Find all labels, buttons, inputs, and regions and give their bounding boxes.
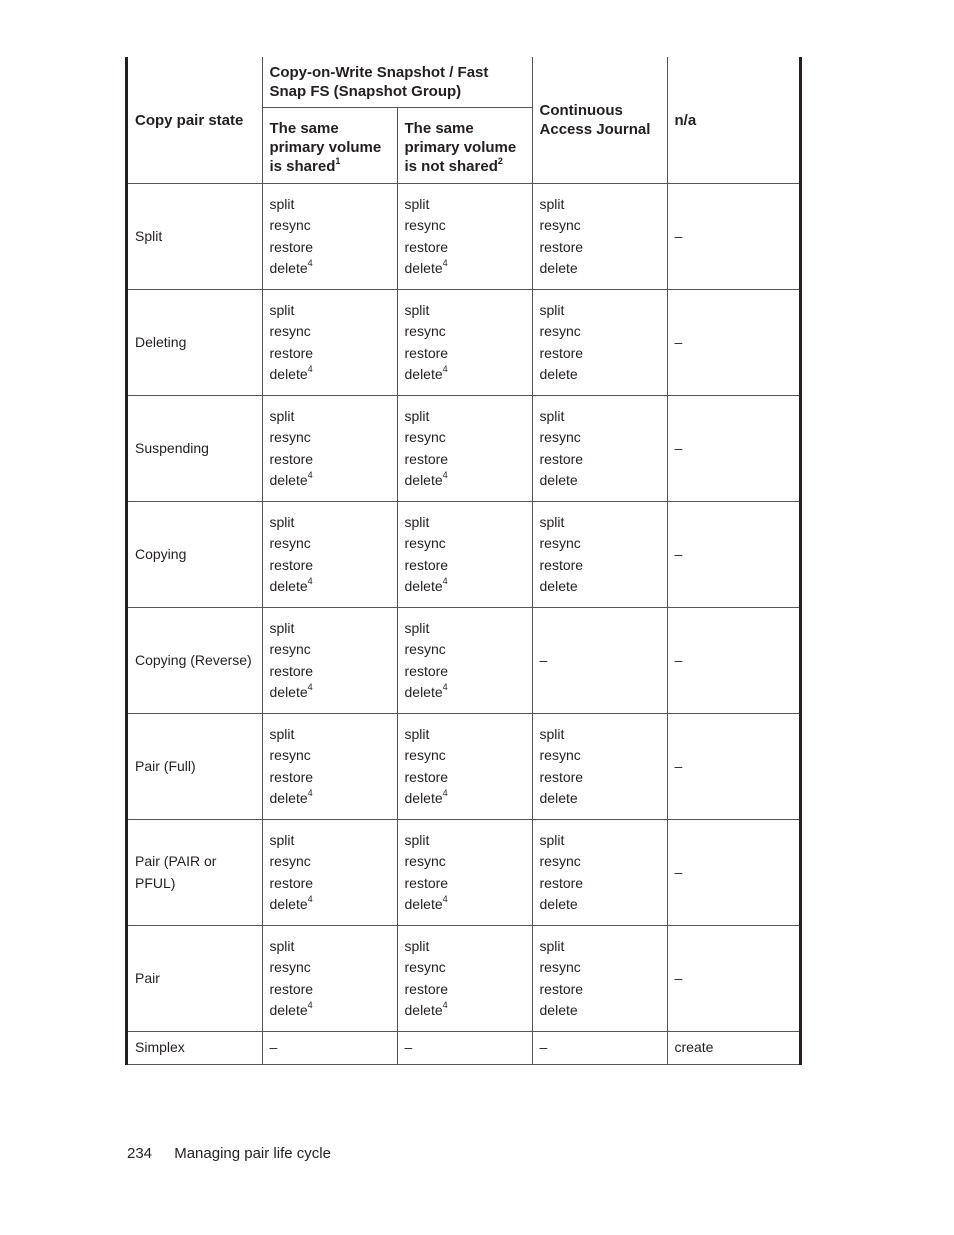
operation-item [405,449,525,471]
operation-list [540,512,660,598]
operation-label: delete [539,260,578,276]
operation-label: delete [539,896,578,912]
operation-item [540,873,660,895]
shared-ops-cell [262,926,397,1032]
table-row [128,184,799,290]
operation-label: split [404,725,430,742]
shared-ops-cell [262,396,397,502]
footnote-4: 4 [307,364,313,375]
operation-label: resync [269,959,311,975]
operation-item [540,300,660,322]
operation-label: delete [269,684,308,700]
not-shared-ops-cell [397,714,532,820]
operation-list [405,194,525,280]
operation-label: split [539,195,565,212]
state-cell: Pair (PAIR or PFUL) [128,820,262,926]
footnote-4: 4 [442,1000,448,1011]
operation-label: restore [539,344,584,361]
operation-item [270,470,390,492]
operation-list [540,936,660,1022]
operation-label: restore [269,662,314,679]
operation-item [405,237,525,259]
header-not-shared-volume: The same primary volume is not shared$^2$ [397,108,532,184]
footnote-4: 4 [307,258,313,269]
operation-item [540,321,660,343]
operation-label: delete [404,1002,443,1018]
operation-label: restore [404,238,449,255]
operation-label: resync [404,323,446,339]
operation-label: restore [539,768,584,785]
not-shared-ops-cell [397,820,532,926]
state-cell: Pair [128,926,262,1032]
operation-label: resync [404,429,446,445]
operation-item [540,258,660,280]
na-cell: – [667,502,799,608]
operation-label: delete [404,472,443,488]
operation-list [540,300,660,386]
operation-label: restore [539,874,584,891]
operation-item [270,300,390,322]
operation-item [405,724,525,746]
operation-item [270,406,390,428]
operation-item [405,194,525,216]
table-body [128,184,799,1032]
operation-item [270,512,390,534]
operation-list [270,830,390,916]
state-cell: Suspending [128,396,262,502]
operation-item [540,533,660,555]
operation-label: split [404,619,430,636]
table-row [128,926,799,1032]
table-row [128,502,799,608]
operation-list [270,936,390,1022]
na-cell: – [667,184,799,290]
na-cell: – [667,820,799,926]
operation-item [405,343,525,365]
shared-ops-cell [262,290,397,396]
caj-ops-cell [532,502,667,608]
operation-item [270,618,390,640]
operation-label: delete [539,1002,578,1018]
page-number: 234 [127,1145,153,1162]
operation-label: resync [269,853,311,869]
operation-item [540,979,660,1001]
operation-label: restore [269,450,314,467]
operation-item [540,1000,660,1022]
operation-item [405,321,525,343]
operation-list [405,406,525,492]
operation-label: restore [404,556,449,573]
operation-item [270,767,390,789]
table-header [128,57,799,184]
operation-list [540,194,660,280]
not-shared-ops-cell [397,926,532,1032]
operation-item [270,533,390,555]
na-cell: – [667,926,799,1032]
na-cell: – [667,396,799,502]
operation-label: split [269,407,295,424]
caj-ops-cell [532,184,667,290]
shared-ops-cell [262,714,397,820]
operation-label: resync [539,429,581,445]
na-cell: – [667,714,799,820]
operation-item [540,851,660,873]
shared-ops-cell: – [262,1032,397,1065]
operation-item [405,767,525,789]
operation-label: delete [539,472,578,488]
operation-item [405,364,525,386]
operation-item [540,830,660,852]
footnote-4: 4 [307,576,313,587]
operation-item [405,745,525,767]
operation-item [405,979,525,1001]
operation-label: resync [404,217,446,233]
footnote-1: 1 [335,156,341,166]
operation-label: resync [539,217,581,233]
header-continuous-access-journal: Continuous Access Journal [532,57,667,184]
operation-label: delete [404,260,443,276]
operation-item [540,343,660,365]
operation-label: restore [404,874,449,891]
operation-item [540,745,660,767]
operation-item [540,237,660,259]
caj-ops-cell [532,290,667,396]
footnote-4: 4 [307,682,313,693]
operation-label: resync [404,641,446,657]
operation-label: resync [539,535,581,551]
footnote-4: 4 [307,1000,313,1011]
operation-list [405,300,525,386]
caj-ops-cell: – [532,608,667,714]
operation-label: resync [269,429,311,445]
operation-label: delete [269,790,308,806]
operation-label: delete [269,260,308,276]
operation-list [405,724,525,810]
operation-label: resync [539,959,581,975]
operation-label: split [404,831,430,848]
operation-label: resync [404,535,446,551]
footnote-4: 4 [307,470,313,481]
pair-state-table-wrapper [125,57,802,1065]
operation-label: delete [269,472,308,488]
operation-label: resync [539,323,581,339]
operation-label: restore [539,556,584,573]
operation-label: delete [269,366,308,382]
header-snapshot-group: Copy-on-Write Snapshot / Fast Snap FS (Snapshot Group) [262,57,532,108]
operation-label: split [404,937,430,954]
operation-label: resync [269,535,311,551]
operation-label: resync [269,217,311,233]
operation-label: delete [539,790,578,806]
operation-item [540,427,660,449]
operation-label: split [539,937,565,954]
table-row [128,290,799,396]
operation-label: split [269,619,295,636]
operation-item [405,258,525,280]
operation-item [405,788,525,810]
operation-item [540,957,660,979]
operation-item [270,576,390,598]
operation-item [405,470,525,492]
operation-item [270,830,390,852]
operation-label: resync [539,853,581,869]
operation-label: restore [269,344,314,361]
table-row [128,820,799,926]
operation-item [270,343,390,365]
table-body-last [128,1032,799,1065]
na-cell: – [667,290,799,396]
operation-label: delete [269,1002,308,1018]
operation-item [270,724,390,746]
operation-item [270,639,390,661]
operation-label: resync [404,747,446,763]
operation-label: delete [404,790,443,806]
na-cell: – [667,608,799,714]
operation-item [540,194,660,216]
operation-item [270,936,390,958]
operation-label: restore [404,768,449,785]
operation-list [540,830,660,916]
operation-item [405,406,525,428]
not-shared-ops-cell: – [397,1032,532,1065]
operation-item [540,555,660,577]
operation-label: resync [404,853,446,869]
pair-state-table [128,57,799,1065]
operation-item [270,894,390,916]
operation-label: restore [269,980,314,997]
operation-label: restore [269,238,314,255]
caj-ops-cell [532,820,667,926]
operation-list [270,618,390,704]
operation-label: restore [269,874,314,891]
operation-item [540,470,660,492]
operation-label: split [539,301,565,318]
state-cell: Simplex [128,1032,262,1065]
operation-label: split [404,513,430,530]
operation-item [270,427,390,449]
footnote-4: 4 [442,576,448,587]
operation-label: split [404,407,430,424]
operation-item [540,724,660,746]
operation-item [405,300,525,322]
operation-label: resync [269,641,311,657]
operation-label: split [404,195,430,212]
footnote-4: 4 [307,894,313,905]
operation-item [405,555,525,577]
operation-item [270,873,390,895]
state-cell: Deleting [128,290,262,396]
operation-item [270,555,390,577]
footnote-2: 2 [497,156,503,166]
operation-item [405,533,525,555]
operation-item [270,1000,390,1022]
state-cell: Copying [128,502,262,608]
operation-item [405,957,525,979]
state-cell: Pair (Full) [128,714,262,820]
operation-label: restore [404,344,449,361]
page-footer [127,1144,331,1164]
table-row [128,1032,799,1065]
footnote-4: 4 [442,894,448,905]
operation-item [405,427,525,449]
operation-item [270,979,390,1001]
operation-item [270,364,390,386]
operation-label: delete [269,578,308,594]
footnote-4: 4 [442,682,448,693]
table-row [128,714,799,820]
caj-ops-cell: – [532,1032,667,1065]
operation-item [540,936,660,958]
table-row [128,396,799,502]
operation-list [270,512,390,598]
operation-list [405,618,525,704]
shared-ops-cell [262,184,397,290]
operation-label: delete [404,578,443,594]
operation-item [270,215,390,237]
operation-item [405,936,525,958]
table-row [128,608,799,714]
operation-list [270,300,390,386]
not-shared-ops-cell [397,608,532,714]
operation-item [405,576,525,598]
operation-label: split [269,725,295,742]
operation-label: resync [539,747,581,763]
operation-label: split [539,725,565,742]
operation-label: split [269,513,295,530]
shared-ops-cell [262,820,397,926]
operation-item [540,215,660,237]
operation-label: resync [404,959,446,975]
header-shared-volume: The same primary volume is shared$^1$ [262,108,397,184]
operation-list [405,512,525,598]
operation-list [540,724,660,810]
footnote-4: 4 [442,364,448,375]
operation-list [405,936,525,1022]
operation-item [405,851,525,873]
footnote-4: 4 [442,470,448,481]
operation-item [270,661,390,683]
operation-label: delete [269,896,308,912]
operation-item [405,1000,525,1022]
operation-label: split [269,195,295,212]
operation-label: restore [404,980,449,997]
operation-item [540,406,660,428]
operation-label: split [404,301,430,318]
operation-item [405,618,525,640]
operation-item [270,194,390,216]
operation-list [270,406,390,492]
operation-item [270,745,390,767]
operation-item [540,767,660,789]
not-shared-ops-cell [397,502,532,608]
operation-label: delete [404,896,443,912]
operation-item [540,364,660,386]
operation-label: split [269,937,295,954]
header-na: n/a [667,57,799,184]
not-shared-ops-cell [397,290,532,396]
operation-label: delete [539,366,578,382]
operation-item [270,258,390,280]
na-cell: create [667,1032,799,1065]
section-title: Managing pair life cycle [174,1145,331,1162]
operation-item [270,957,390,979]
operation-label: restore [269,556,314,573]
operation-item [405,512,525,534]
operation-label: restore [404,662,449,679]
shared-ops-cell [262,502,397,608]
operation-item [540,788,660,810]
operation-label: delete [404,366,443,382]
operation-item [270,321,390,343]
footnote-4: 4 [307,788,313,799]
shared-ops-cell [262,608,397,714]
operation-label: delete [404,684,443,700]
operation-list [270,194,390,280]
operation-item [270,449,390,471]
operation-item [405,830,525,852]
operation-item [405,215,525,237]
not-shared-ops-cell [397,396,532,502]
operation-item [405,682,525,704]
operation-label: restore [539,238,584,255]
not-shared-ops-cell [397,184,532,290]
operation-label: split [539,407,565,424]
state-cell: Split [128,184,262,290]
operation-item [540,512,660,534]
operation-label: delete [539,578,578,594]
operation-label: split [269,831,295,848]
operation-item [270,237,390,259]
operation-item [540,894,660,916]
operation-item [405,639,525,661]
operation-label: split [269,301,295,318]
operation-item [270,682,390,704]
operation-list [270,724,390,810]
operation-label: restore [269,768,314,785]
caj-ops-cell [532,926,667,1032]
operation-label: restore [404,450,449,467]
operation-label: split [539,831,565,848]
operation-item [540,449,660,471]
operation-label: split [539,513,565,530]
operation-list [540,406,660,492]
operation-list [405,830,525,916]
caj-ops-cell [532,714,667,820]
operation-label: restore [539,450,584,467]
footnote-4: 4 [442,258,448,269]
caj-ops-cell [532,396,667,502]
operation-item [540,576,660,598]
operation-item [405,873,525,895]
operation-item [270,851,390,873]
operation-label: resync [269,323,311,339]
state-cell: Copying (Reverse) [128,608,262,714]
operation-item [270,788,390,810]
header-copy-pair-state: Copy pair state [128,57,262,184]
operation-label: restore [539,980,584,997]
operation-item [405,894,525,916]
footnote-4: 4 [442,788,448,799]
operation-item [405,661,525,683]
operation-label: resync [269,747,311,763]
